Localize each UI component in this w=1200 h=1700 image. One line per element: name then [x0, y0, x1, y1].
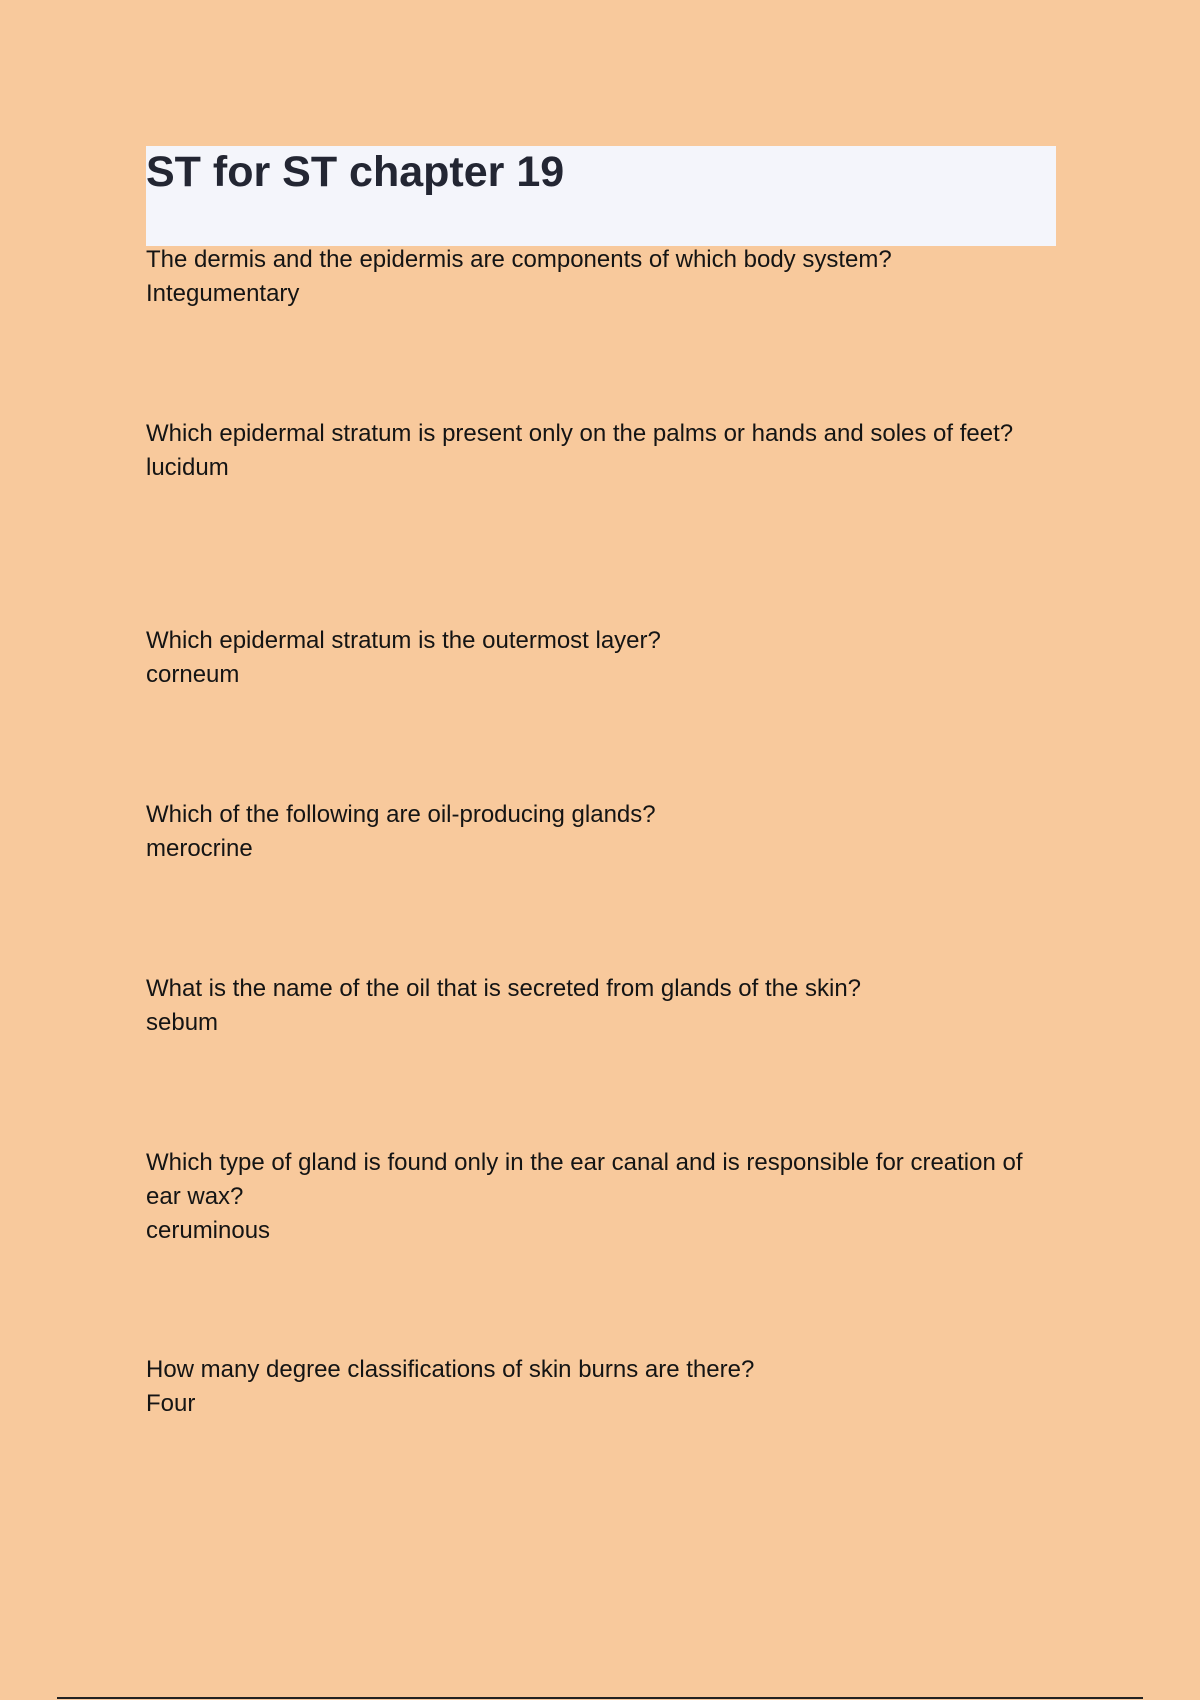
qa-item: [146, 1353, 1046, 1421]
question-text: Which epidermal stratum is the outermost layer?: [146, 627, 661, 654]
qa-item: [146, 417, 1046, 485]
question-text: The dermis and the epidermis are components of which body system?: [146, 246, 892, 273]
answer-text: lucidum: [146, 454, 229, 481]
qa-item: [146, 798, 1046, 866]
answer-text: sebum: [146, 1009, 219, 1036]
question-text: What is the name of the oil that is secreted from glands of the skin?: [146, 975, 862, 1002]
answer-text: Integumentary: [146, 280, 300, 307]
qa-item: [146, 1146, 1046, 1248]
qa-item: [146, 624, 1046, 692]
answer-text: corneum: [146, 661, 240, 688]
qa-item: [146, 243, 1046, 311]
answer-text: ceruminous: [146, 1217, 271, 1244]
question-text: Which epidermal stratum is present only on the palms or hands and soles of feet?: [146, 420, 1014, 447]
answer-text: merocrine: [146, 835, 253, 862]
footer-divider: [57, 1697, 1143, 1699]
question-text: Which type of gland is found only in the ear canal and is responsible for creation of ear wax?: [146, 1149, 1023, 1210]
qa-item: [146, 972, 1046, 1040]
answer-text: Four: [146, 1390, 196, 1417]
page-title: ST for ST chapter 19: [146, 148, 565, 196]
question-text: Which of the following are oil-producing glands?: [146, 801, 656, 828]
question-text: How many degree classifications of skin burns are there?: [146, 1356, 755, 1383]
